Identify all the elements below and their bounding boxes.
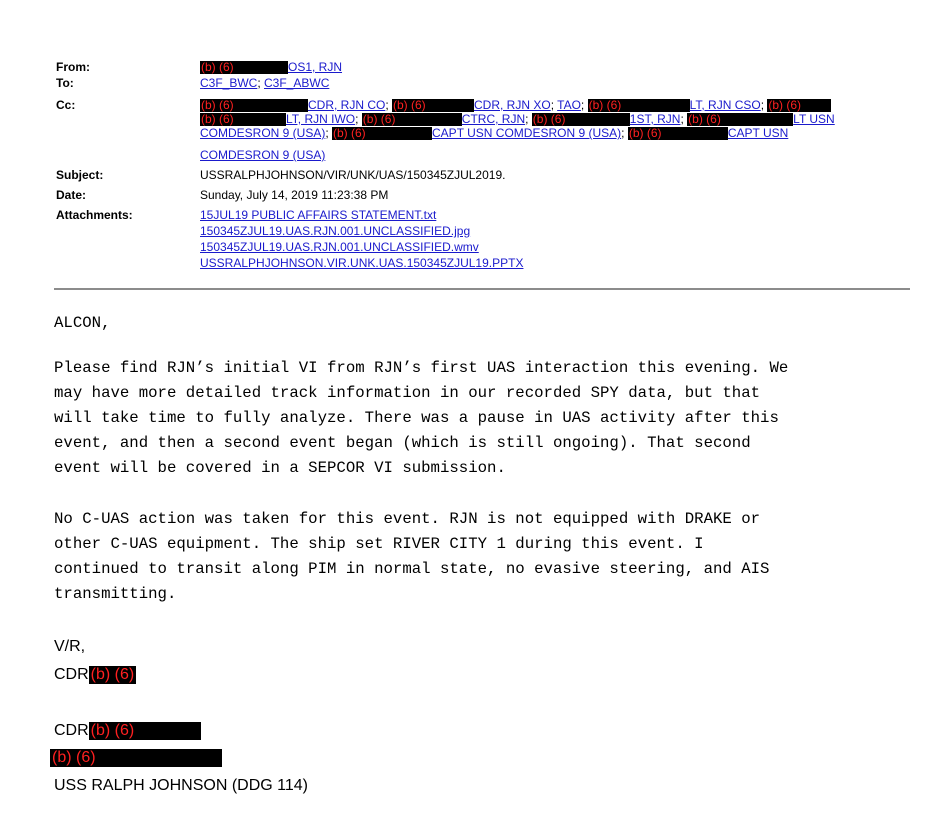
attachment-txt-link[interactable]: 15JUL19 PUBLIC AFFAIRS STATEMENT.txt (200, 208, 437, 222)
cc-link-capt-usn[interactable]: CAPT USN (727, 126, 789, 140)
attachment-link[interactable] (200, 209, 436, 222)
ship-name: USS RALPH JOHNSON (DDG 114) (54, 777, 308, 794)
cc-link-lt-usn[interactable]: LT USN (793, 112, 835, 126)
signoff: V/R, (54, 638, 86, 655)
greeting: ALCON, (54, 314, 111, 332)
attachments-label: Attachments: (56, 208, 133, 222)
to-value: C3F_BWC; C3F_ABWC (200, 76, 330, 90)
cc-line-4 (200, 149, 325, 162)
cc-line-1: (b) (6) CDR, RJN CO; (b) (6) CDR, RJN XO; TAO; (b) (6) LT, RJN CSO; (b) (6) (200, 99, 831, 112)
redaction-block: (b) (6) (687, 113, 793, 126)
redaction-block: (b) (6) (332, 127, 432, 140)
paragraph-line: event will be covered in a SEPCOR VI submission. (54, 459, 506, 477)
redaction-block: (b) (6) (89, 722, 201, 740)
to-label: To: (56, 76, 74, 90)
attachment-pptx-link[interactable]: USSRALPHJOHNSON.VIR.UNK.UAS.150345ZJUL19.PPTX (200, 256, 524, 270)
paragraph-line: No C-UAS action was taken for this event. RJN is not equipped with DRAKE or (54, 510, 761, 528)
cc-label: Cc: (56, 98, 76, 112)
to-link-c3f-abwc[interactable]: C3F_ABWC (264, 76, 330, 90)
redaction-block: (b) (6) (767, 99, 831, 112)
redaction-block: (b) (6) (50, 749, 222, 767)
cc-link-xo[interactable]: CDR, RJN XO (474, 98, 551, 112)
from-address-link[interactable]: OS1, RJN (288, 60, 343, 74)
cc-link-cso[interactable]: LT, RJN CSO (689, 98, 761, 112)
signature-rank: CDR (54, 666, 89, 683)
attachment-wmv-link[interactable]: 150345ZJUL19.UAS.RJN.001.UNCLASSIFIED.wmv (200, 240, 479, 254)
cc-link-co[interactable]: CDR, RJN CO (308, 98, 386, 112)
from-label: From: (56, 60, 90, 74)
cc-link-tao[interactable]: TAO (557, 98, 581, 112)
signature-line (54, 666, 136, 684)
cc-line-2: (b) (6) LT, RJN IWO; (b) (6) CTRC, RJN; (b) (6) 1ST, RJN; (b) (6) LT USN (201, 112, 835, 126)
subject-value: USSRALPHJOHNSON/VIR/UNK/UAS/150345ZJUL2019. (200, 168, 506, 182)
paragraph-line: continued to transit along PIM in normal state, no evasive steering, and AIS (54, 560, 770, 578)
cc-link-capt-comdesron[interactable]: CAPT USN COMDESRON 9 (USA) (432, 126, 622, 140)
redaction-block: (b) (6) (362, 113, 462, 126)
redaction-block: (b) (6) (200, 113, 286, 126)
paragraph-line: will take time to fully analyze. There was a pause in UAS activity after this (54, 409, 779, 427)
date-value: Sunday, July 14, 2019 11:23:38 PM (200, 188, 389, 202)
cc-link-comdesron[interactable]: COMDESRON 9 (USA) (200, 126, 326, 140)
cc-value (200, 99, 890, 163)
redaction-block: (b) (6) (200, 61, 288, 74)
attachment-link[interactable] (200, 257, 523, 270)
cc-link-1st[interactable]: 1ST, RJN (629, 112, 681, 126)
header-divider (54, 288, 910, 290)
paragraph-line: other C-UAS equipment. The ship set RIVER CITY 1 during this event. I (54, 535, 704, 553)
paragraph-line: event, and then a second event began (which is still ongoing). That second (54, 434, 751, 452)
redaction-block: (b) (6) (628, 127, 728, 140)
cc-line-3: COMDESRON 9 (USA); (b) (6) CAPT USN COMDESRON 9 (USA); (b) (6) CAPT USN (200, 126, 789, 140)
redaction-block: (b) (6) (90, 666, 135, 683)
signature-rank: CDR (54, 722, 89, 739)
attachment-link[interactable] (200, 225, 470, 238)
redaction-block: (b) (6) (588, 99, 690, 112)
attachment-jpg-link[interactable]: 150345ZJUL19.UAS.RJN.001.UNCLASSIFIED.jpg (200, 224, 471, 238)
subject-label: Subject: (56, 168, 104, 182)
to-link-c3f-bwc[interactable]: C3F_BWC (200, 76, 258, 90)
signature-line (54, 722, 201, 740)
cc-link-comdesron-2[interactable]: COMDESRON 9 (USA) (200, 148, 326, 162)
attachment-link[interactable] (200, 241, 479, 254)
from-value[interactable] (200, 61, 342, 74)
date-label: Date: (56, 188, 87, 202)
paragraph-line: transmitting. (54, 585, 177, 603)
redaction-block: (b) (6) (392, 99, 474, 112)
redaction-block: (b) (6) (200, 99, 308, 112)
paragraph-line: Please find RJN’s initial VI from RJN’s first UAS interaction this evening. We (54, 359, 789, 377)
redaction-block: (b) (6) (532, 113, 630, 126)
cc-link-iwo[interactable]: LT, RJN IWO (286, 112, 356, 126)
paragraph-line: may have more detailed track information in our recorded SPY data, but that (54, 384, 761, 402)
signature-line (50, 749, 222, 767)
cc-link-ctrc[interactable]: CTRC, RJN (461, 112, 526, 126)
